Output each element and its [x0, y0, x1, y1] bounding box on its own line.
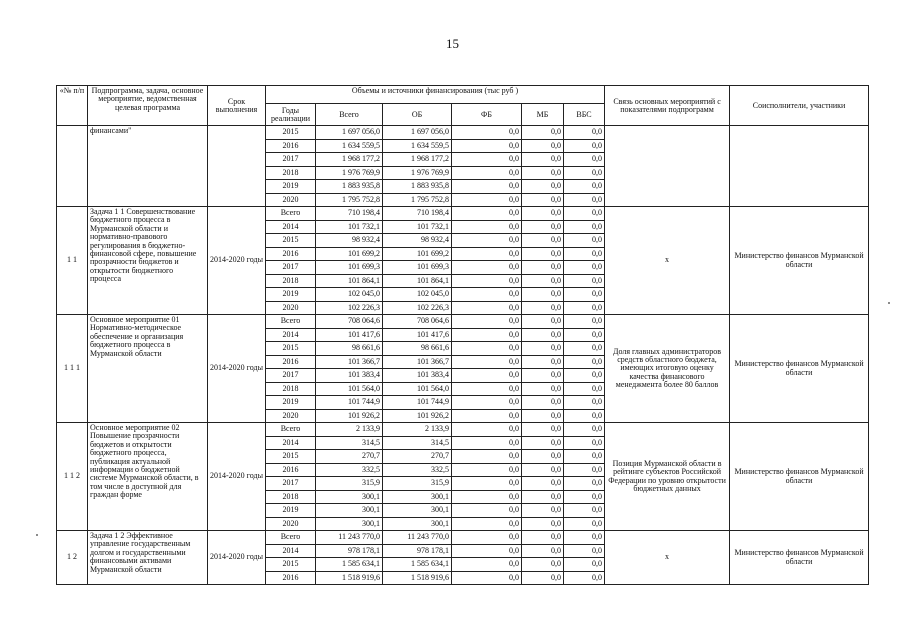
cell-fb: 0,0 [452, 288, 522, 302]
item-title: финансами" [88, 126, 208, 207]
item-number: 1 1 1 [57, 315, 88, 423]
cell-year: 2016 [266, 571, 316, 585]
cell-fb: 0,0 [452, 180, 522, 194]
cell-fb: 0,0 [452, 139, 522, 153]
cell-mb: 0,0 [522, 355, 564, 369]
cell-year: 2017 [266, 477, 316, 491]
cell-mb: 0,0 [522, 139, 564, 153]
scan-speck [888, 302, 890, 304]
header-num: «№ п/п [57, 86, 88, 126]
cell-year: 2019 [266, 504, 316, 518]
cell-vbs: 0,0 [564, 342, 605, 356]
cell-total: 270,7 [316, 450, 383, 464]
cell-year: 2015 [266, 558, 316, 572]
cell-mb: 0,0 [522, 571, 564, 585]
cell-year: 2016 [266, 463, 316, 477]
header-program: Подпрограмма, задача, основное мероприятие, ведомственная целевая программа [88, 86, 208, 126]
cell-ob: 300,1 [383, 517, 452, 531]
cell-fb: 0,0 [452, 558, 522, 572]
cell-mb: 0,0 [522, 477, 564, 491]
cell-vbs: 0,0 [564, 531, 605, 545]
cell-year: 2015 [266, 234, 316, 248]
item-coexec [730, 126, 869, 207]
cell-vbs: 0,0 [564, 436, 605, 450]
cell-total: 102 226,3 [316, 301, 383, 315]
cell-ob: 708 064,6 [383, 315, 452, 329]
header-funding-group: Объемы и источники финансирования (тыс руб ) [266, 86, 605, 104]
cell-year: 2020 [266, 301, 316, 315]
item-title: Основное мероприятие 02 Повышение прозрачности бюджетов и открытости бюджетного процесса, публикация актуальной информации о бюджетной системе Мурманской области, в том числе в доступной для граждан форме [88, 423, 208, 531]
cell-fb: 0,0 [452, 450, 522, 464]
item-number [57, 126, 88, 207]
cell-total: 1 697 056,0 [316, 126, 383, 140]
cell-vbs: 0,0 [564, 274, 605, 288]
cell-total: 101 366,7 [316, 355, 383, 369]
cell-fb: 0,0 [452, 463, 522, 477]
header-mb: МБ [522, 104, 564, 126]
cell-fb: 0,0 [452, 531, 522, 545]
cell-ob: 101 926,2 [383, 409, 452, 423]
cell-mb: 0,0 [522, 423, 564, 437]
header-years: Годы реализации [266, 104, 316, 126]
cell-vbs: 0,0 [564, 220, 605, 234]
cell-year: 2018 [266, 166, 316, 180]
item-number: 1 1 [57, 207, 88, 315]
cell-year: 2018 [266, 490, 316, 504]
cell-vbs: 0,0 [564, 396, 605, 410]
cell-fb: 0,0 [452, 193, 522, 207]
cell-fb: 0,0 [452, 490, 522, 504]
cell-vbs: 0,0 [564, 328, 605, 342]
item-term: 2014-2020 годы [208, 207, 266, 315]
cell-fb: 0,0 [452, 166, 522, 180]
cell-fb: 0,0 [452, 342, 522, 356]
cell-ob: 1 518 919,6 [383, 571, 452, 585]
header-term: Срок выполнения [208, 86, 266, 126]
cell-year: 2020 [266, 517, 316, 531]
item-number: 1 1 2 [57, 423, 88, 531]
cell-ob: 1 795 752,8 [383, 193, 452, 207]
cell-vbs: 0,0 [564, 288, 605, 302]
cell-total: 101 699,2 [316, 247, 383, 261]
cell-fb: 0,0 [452, 423, 522, 437]
table-row [57, 126, 869, 140]
cell-ob: 1 883 935,8 [383, 180, 452, 194]
cell-year: Всего [266, 315, 316, 329]
cell-total: 102 045,0 [316, 288, 383, 302]
cell-fb: 0,0 [452, 369, 522, 383]
item-coexec: Министерство финансов Мурманской области [730, 315, 869, 423]
cell-vbs: 0,0 [564, 301, 605, 315]
cell-year: 2016 [266, 355, 316, 369]
cell-mb: 0,0 [522, 450, 564, 464]
cell-mb: 0,0 [522, 315, 564, 329]
cell-fb: 0,0 [452, 409, 522, 423]
cell-mb: 0,0 [522, 166, 564, 180]
cell-mb: 0,0 [522, 274, 564, 288]
header-link: Связь основных мероприятий с показателями подпрограмм [605, 86, 730, 126]
cell-vbs: 0,0 [564, 355, 605, 369]
cell-total: 1 976 769,9 [316, 166, 383, 180]
header-ob: ОБ [383, 104, 452, 126]
cell-ob: 101 366,7 [383, 355, 452, 369]
cell-year: 2015 [266, 126, 316, 140]
cell-fb: 0,0 [452, 274, 522, 288]
cell-mb: 0,0 [522, 369, 564, 383]
cell-total: 101 744,9 [316, 396, 383, 410]
cell-vbs: 0,0 [564, 450, 605, 464]
cell-ob: 1 968 177,2 [383, 153, 452, 167]
cell-ob: 101 383,4 [383, 369, 452, 383]
cell-vbs: 0,0 [564, 261, 605, 275]
cell-year: 2017 [266, 369, 316, 383]
cell-total: 1 883 935,8 [316, 180, 383, 194]
cell-vbs: 0,0 [564, 193, 605, 207]
cell-mb: 0,0 [522, 558, 564, 572]
cell-ob: 101 864,1 [383, 274, 452, 288]
cell-ob: 101 699,3 [383, 261, 452, 275]
cell-fb: 0,0 [452, 544, 522, 558]
cell-total: 710 198,4 [316, 207, 383, 221]
cell-fb: 0,0 [452, 126, 522, 140]
cell-fb: 0,0 [452, 328, 522, 342]
cell-vbs: 0,0 [564, 153, 605, 167]
cell-year: 2018 [266, 382, 316, 396]
item-link: Доля главных администраторов средств областного бюджета, имеющих итоговую оценку качества финансового менеджмента более 80 баллов [605, 315, 730, 423]
cell-vbs: 0,0 [564, 490, 605, 504]
cell-ob: 98 661,6 [383, 342, 452, 356]
cell-total: 300,1 [316, 504, 383, 518]
cell-fb: 0,0 [452, 315, 522, 329]
cell-year: 2015 [266, 342, 316, 356]
cell-fb: 0,0 [452, 571, 522, 585]
cell-fb: 0,0 [452, 261, 522, 275]
cell-mb: 0,0 [522, 490, 564, 504]
cell-ob: 101 417,6 [383, 328, 452, 342]
cell-mb: 0,0 [522, 288, 564, 302]
cell-ob: 1 634 559,5 [383, 139, 452, 153]
cell-ob: 300,1 [383, 504, 452, 518]
cell-fb: 0,0 [452, 247, 522, 261]
cell-ob: 101 564,0 [383, 382, 452, 396]
cell-total: 300,1 [316, 490, 383, 504]
item-title: Задача 1 1 Совершенствование бюджетного процесса в Мурманской области и нормативно-правового регулирования в бюджетно-финансовой сфере, повышение прозрачности бюджетов и открытости бюджетного процесса [88, 207, 208, 315]
cell-fb: 0,0 [452, 207, 522, 221]
item-term: 2014-2020 годы [208, 315, 266, 423]
cell-total: 98 661,6 [316, 342, 383, 356]
cell-year: 2019 [266, 288, 316, 302]
cell-mb: 0,0 [522, 382, 564, 396]
item-term: 2014-2020 годы [208, 531, 266, 585]
cell-total: 978 178,1 [316, 544, 383, 558]
cell-vbs: 0,0 [564, 571, 605, 585]
cell-total: 101 564,0 [316, 382, 383, 396]
cell-total: 1 968 177,2 [316, 153, 383, 167]
cell-vbs: 0,0 [564, 369, 605, 383]
cell-ob: 2 133,9 [383, 423, 452, 437]
page-number: 15 [446, 36, 459, 51]
cell-mb: 0,0 [522, 396, 564, 410]
cell-fb: 0,0 [452, 436, 522, 450]
cell-vbs: 0,0 [564, 463, 605, 477]
cell-vbs: 0,0 [564, 423, 605, 437]
cell-vbs: 0,0 [564, 180, 605, 194]
cell-fb: 0,0 [452, 517, 522, 531]
scan-speck [36, 534, 38, 536]
cell-vbs: 0,0 [564, 166, 605, 180]
financing-table [56, 85, 869, 585]
item-coexec: Министерство финансов Мурманской области [730, 207, 869, 315]
cell-vbs: 0,0 [564, 315, 605, 329]
item-link: x [605, 207, 730, 315]
cell-mb: 0,0 [522, 409, 564, 423]
cell-mb: 0,0 [522, 531, 564, 545]
cell-mb: 0,0 [522, 328, 564, 342]
cell-total: 315,9 [316, 477, 383, 491]
cell-mb: 0,0 [522, 247, 564, 261]
cell-vbs: 0,0 [564, 382, 605, 396]
cell-total: 101 732,1 [316, 220, 383, 234]
cell-total: 98 932,4 [316, 234, 383, 248]
cell-year: 2015 [266, 450, 316, 464]
cell-year: 2017 [266, 153, 316, 167]
item-link: Позиция Мурманской области в рейтинге субъектов Российской Федерации по уровню открытости бюджетных данных [605, 423, 730, 531]
cell-ob: 98 932,4 [383, 234, 452, 248]
item-link: x [605, 531, 730, 585]
cell-year: 2014 [266, 328, 316, 342]
cell-mb: 0,0 [522, 126, 564, 140]
cell-ob: 101 732,1 [383, 220, 452, 234]
cell-total: 101 383,4 [316, 369, 383, 383]
cell-year: 2014 [266, 436, 316, 450]
cell-fb: 0,0 [452, 234, 522, 248]
item-term: 2014-2020 годы [208, 423, 266, 531]
cell-total: 708 064,6 [316, 315, 383, 329]
header-vbs: ВБС [564, 104, 605, 126]
cell-ob: 11 243 770,0 [383, 531, 452, 545]
cell-ob: 300,1 [383, 490, 452, 504]
cell-total: 101 699,3 [316, 261, 383, 275]
cell-total: 1 795 752,8 [316, 193, 383, 207]
cell-ob: 314,5 [383, 436, 452, 450]
cell-ob: 101 744,9 [383, 396, 452, 410]
cell-ob: 710 198,4 [383, 207, 452, 221]
cell-ob: 1 697 056,0 [383, 126, 452, 140]
cell-mb: 0,0 [522, 193, 564, 207]
cell-mb: 0,0 [522, 234, 564, 248]
cell-ob: 101 699,2 [383, 247, 452, 261]
cell-year: 2019 [266, 180, 316, 194]
cell-mb: 0,0 [522, 544, 564, 558]
cell-mb: 0,0 [522, 220, 564, 234]
cell-vbs: 0,0 [564, 207, 605, 221]
header-total: Всего [316, 104, 383, 126]
cell-year: 2014 [266, 220, 316, 234]
table-row [57, 531, 869, 545]
cell-vbs: 0,0 [564, 126, 605, 140]
cell-fb: 0,0 [452, 477, 522, 491]
table-body [57, 126, 869, 585]
cell-vbs: 0,0 [564, 504, 605, 518]
cell-ob: 1 976 769,9 [383, 166, 452, 180]
cell-ob: 315,9 [383, 477, 452, 491]
cell-vbs: 0,0 [564, 517, 605, 531]
cell-ob: 332,5 [383, 463, 452, 477]
item-title: Основное мероприятие 01 Нормативно-методическое обеспечение и организация бюджетного процесса в Мурманской области [88, 315, 208, 423]
cell-year: 2016 [266, 247, 316, 261]
cell-vbs: 0,0 [564, 409, 605, 423]
cell-year: 2019 [266, 396, 316, 410]
item-link [605, 126, 730, 207]
cell-mb: 0,0 [522, 261, 564, 275]
cell-year: Всего [266, 207, 316, 221]
item-title: Задача 1 2 Эффективное управление государственным долгом и государственными финансовыми активами Мурманской области [88, 531, 208, 585]
cell-total: 101 864,1 [316, 274, 383, 288]
cell-ob: 102 045,0 [383, 288, 452, 302]
cell-total: 1 585 634,1 [316, 558, 383, 572]
cell-ob: 978 178,1 [383, 544, 452, 558]
cell-total: 332,5 [316, 463, 383, 477]
cell-vbs: 0,0 [564, 544, 605, 558]
cell-total: 11 243 770,0 [316, 531, 383, 545]
cell-ob: 102 226,3 [383, 301, 452, 315]
header-coexec: Соисполнители, участники [730, 86, 869, 126]
cell-year: Всего [266, 531, 316, 545]
cell-mb: 0,0 [522, 301, 564, 315]
cell-mb: 0,0 [522, 180, 564, 194]
cell-ob: 270,7 [383, 450, 452, 464]
cell-mb: 0,0 [522, 342, 564, 356]
cell-fb: 0,0 [452, 382, 522, 396]
item-coexec: Министерство финансов Мурманской области [730, 531, 869, 585]
header-fb: ФБ [452, 104, 522, 126]
cell-year: 2016 [266, 139, 316, 153]
cell-ob: 1 585 634,1 [383, 558, 452, 572]
cell-vbs: 0,0 [564, 477, 605, 491]
cell-fb: 0,0 [452, 220, 522, 234]
cell-year: 2020 [266, 409, 316, 423]
cell-year: 2020 [266, 193, 316, 207]
cell-total: 101 417,6 [316, 328, 383, 342]
cell-mb: 0,0 [522, 517, 564, 531]
table-row [57, 315, 869, 329]
table-row [57, 207, 869, 221]
cell-year: Всего [266, 423, 316, 437]
item-coexec: Министерство финансов Мурманской области [730, 423, 869, 531]
cell-vbs: 0,0 [564, 234, 605, 248]
cell-fb: 0,0 [452, 153, 522, 167]
cell-fb: 0,0 [452, 396, 522, 410]
cell-mb: 0,0 [522, 153, 564, 167]
cell-mb: 0,0 [522, 207, 564, 221]
cell-year: 2017 [266, 261, 316, 275]
table-row [57, 423, 869, 437]
cell-total: 1 518 919,6 [316, 571, 383, 585]
cell-fb: 0,0 [452, 355, 522, 369]
item-term [208, 126, 266, 207]
cell-fb: 0,0 [452, 301, 522, 315]
cell-vbs: 0,0 [564, 558, 605, 572]
cell-total: 1 634 559,5 [316, 139, 383, 153]
cell-fb: 0,0 [452, 504, 522, 518]
cell-mb: 0,0 [522, 436, 564, 450]
cell-vbs: 0,0 [564, 247, 605, 261]
cell-mb: 0,0 [522, 463, 564, 477]
cell-total: 314,5 [316, 436, 383, 450]
cell-total: 2 133,9 [316, 423, 383, 437]
cell-total: 300,1 [316, 517, 383, 531]
cell-year: 2018 [266, 274, 316, 288]
cell-year: 2014 [266, 544, 316, 558]
cell-vbs: 0,0 [564, 139, 605, 153]
cell-mb: 0,0 [522, 504, 564, 518]
cell-total: 101 926,2 [316, 409, 383, 423]
item-number: 1 2 [57, 531, 88, 585]
